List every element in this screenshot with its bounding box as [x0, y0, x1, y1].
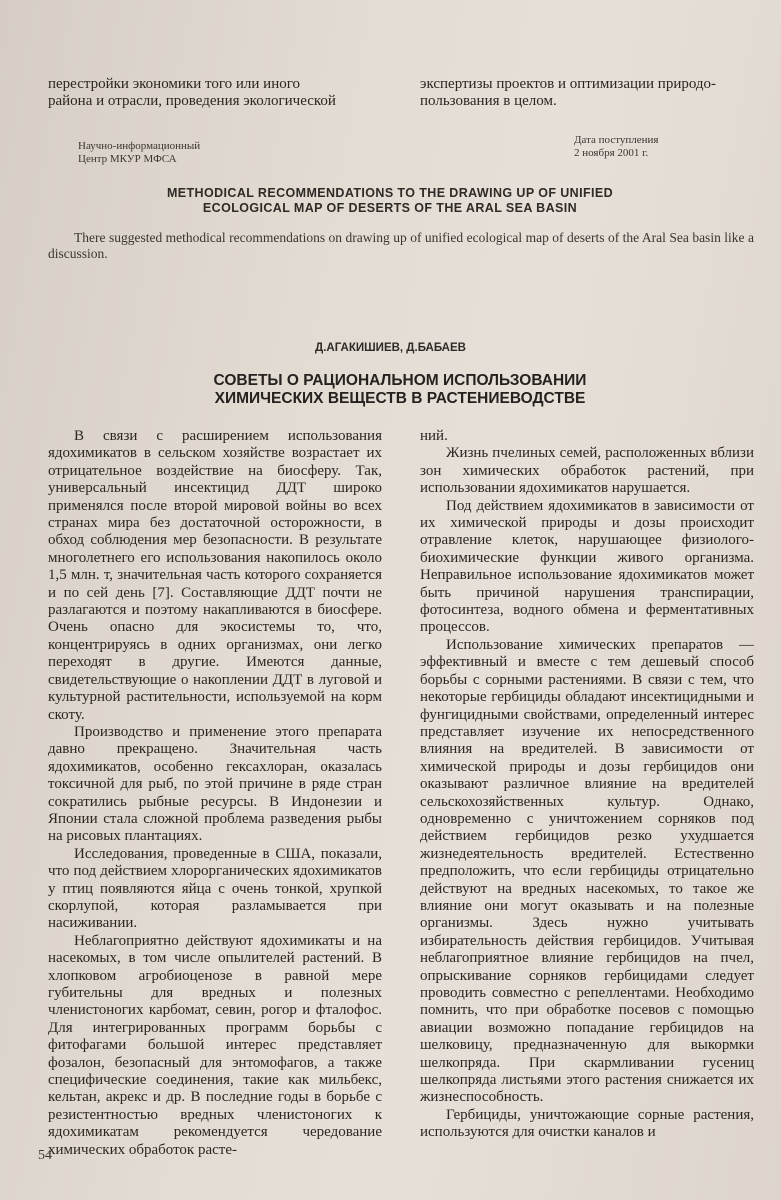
previous-article-text-left [48, 76, 380, 111]
english-title-line-1: METHODICAL RECOMMENDATIONS TO THE DRAWING UP OF UNIFIED [166, 186, 614, 200]
paragraph: Гербициды, уничтожающие сорные растения, используются для очистки каналов и [420, 1106, 754, 1141]
received-date [574, 134, 658, 160]
header-right-line-1: экспертизы проектов и оптимизации природо- [420, 76, 717, 92]
affiliation-line-2: Центр МКУР МФСА [78, 153, 177, 165]
affiliation [78, 140, 200, 166]
received-label: Дата поступления [574, 134, 659, 146]
english-title [60, 186, 720, 216]
paragraph: Производство и применение этого препарата давно прекращено. Значительная часть ядохимикатов, особенно гексахлоран, оказалась токсичной для рыб, по этой причине в ряде стран сократились рыбные ресурсы. В Индонезии и Японии стала сложной проблема разведения рыбы на рисовых плантациях. [48, 723, 382, 845]
paragraph: ний. [420, 428, 448, 444]
body-left-column [48, 428, 382, 1159]
paragraph: Использование химических препаратов — эффективный и вместе с тем дешевый способ борьбы с сорными растениями. В связи с тем, что некоторые гербициды обладают инсектицидными и фунгицидными свойствами, определенный интерес представляет изучение их непосредственного влияния на вредителей. В зависимости от химической природы и дозы гербицидов они оказывают различное влияние на вредителей сельскохозяйственных культур. Однако, одновременно с уничтожением сорняков под действием гербицидов резко ухудшается жизнедеятельность вредителей. Естественно предположить, что если гербициды отрицательно действуют на вредных насекомых, то такое же влияние они могут оказывать и на полезные организмы. Здесь нужно учитывать избирательность действия гербицидов. Учитывая неблагоприятное влияние гербицидов на пчел, опрыскивание сорняков гербицидами следует проводить совместно с репеллентами. Необходимо помнить, что при обработке посевов с помощью авиации возможно попадание гербицидов на шелковицу, предназначенную для выкормки шелкопряда. При скармливании гусениц шелкопряда листьями этого растения снижается их жизнеспособность. [420, 636, 754, 1106]
article-title-line-2: ХИМИЧЕСКИХ ВЕЩЕСТВ В РАСТЕНИЕВОДСТВЕ [214, 390, 586, 407]
article-authors: Д.АГАКИШИЕВ, Д.БАБАЕВ [315, 342, 466, 354]
received-value: 2 ноября 2001 г. [574, 147, 649, 159]
previous-article-text-right [420, 76, 750, 111]
paragraph: В связи с расширением использования ядохимикатов в сельском хозяйстве возрастает их отрицательное воздействие на биосферу. Так, универсальный инсектицид ДДТ широко применялся после второй мировой войны во всех странах мира без достаточной осторожности, в обход соблюдения мер безопасности. В результате многолетнего его использования накопилось около 1,5 млн. т, значительная часть которого сохраняется и по сей день [7]. Составляющие ДДТ почти не разлагаются и поэтому накапливаются в биосфере. Очень опасно для экосистемы то, что, концентрируясь в одних организмах, они легко переходят в другие. Имеются данные, свидетельствующие о накоплении ДДТ в луговой и культурной растительности, используемой на корм скоту. [48, 428, 382, 723]
article-title [100, 372, 700, 408]
page-number: 54 [38, 1148, 52, 1163]
paragraph: Под действием ядохимикатов в зависимости от их химической природы и дозы происходит отравление клеток, нарушающее физиолого-биохимические функции живого организма. Неправильное использование ядохимикатов может быть причиной нарушения транспирации, фотосинтеза, водного обмена и ферментативных процессов. [420, 497, 754, 636]
paragraph: Жизнь пчелиных семей, расположенных вблизи зон химических обработок растений, при использовании ядохимикатов нарушается. [420, 445, 754, 497]
affiliation-line-1: Научно-информационный [78, 140, 201, 152]
body-right-column [420, 428, 754, 1142]
english-title-line-2: ECOLOGICAL MAP OF DESERTS OF THE ARAL SEA BASIN [202, 201, 578, 215]
paragraph: Исследования, проведенные в США, показали, что под действием хлорорганических ядохимикатов у птиц появляются яйца с очень тонкой, хрупкой скорлупой, которая разламывается при насиживании. [48, 845, 382, 932]
article-title-line-1: СОВЕТЫ О РАЦИОНАЛЬНОМ ИСПОЛЬЗОВАНИИ [213, 372, 587, 389]
paragraph: Неблагоприятно действуют ядохимикаты и на насекомых, в том числе опылителей растений. В хлопковом агробиоценозе в равной мере губительны для вредных и полезных членистоногих карбомат, севин, рогор и фталофос. Для интегрированных программ борьбы с фитофагами большой интерес представляет фозалон, безопасный для энтомофагов, а также специфические соединения, такие как мильбекс, кельтан, акрекс и др. В последние годы в борьбе с резистентностью вредных членистоногих к ядохимикатам рекомендуется чередование химических обработок расте- [48, 932, 382, 1158]
header-left-line-2: района и отрасли, проведения экологической [48, 93, 336, 110]
header-left-line-1: перестройки экономики того или иного [48, 76, 301, 92]
header-right-line-2: пользования в целом. [420, 93, 557, 110]
english-abstract: There suggested methodical recommendations on drawing up of unified ecological map of deserts of the Aral Sea basin like a discussion. [48, 230, 754, 261]
